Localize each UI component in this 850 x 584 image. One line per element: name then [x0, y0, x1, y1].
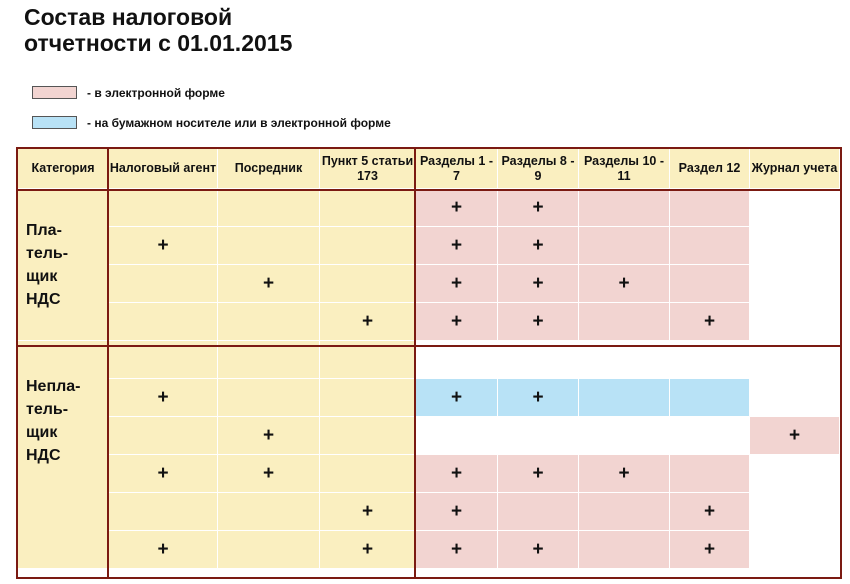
table-cell: +: [109, 379, 218, 417]
table-cell: [320, 227, 416, 265]
header-category: Категория: [18, 149, 109, 189]
legend-swatch-blue: [32, 116, 77, 129]
table-cell: [750, 531, 840, 569]
table-cell: [416, 341, 498, 379]
table-cell: [579, 531, 670, 569]
table-cell: [670, 265, 750, 303]
category-non-payer: [18, 341, 109, 569]
title-line-2: отчетности с 01.01.2015: [24, 30, 293, 56]
table-cell: [109, 341, 218, 379]
table-row: [18, 417, 840, 455]
table-cell: [579, 189, 670, 227]
table-cell: [670, 417, 750, 455]
category-line: НДС: [26, 290, 61, 308]
table-cell: [320, 417, 416, 455]
table-cell: +: [416, 265, 498, 303]
table-cell: [670, 227, 750, 265]
table-cell: [416, 417, 498, 455]
table-cell: [750, 227, 840, 265]
header-section-12: Раздел 12: [670, 149, 750, 189]
table-row: [18, 493, 840, 531]
table-cell: +: [670, 531, 750, 569]
table-cell: [579, 417, 670, 455]
table-cell: [320, 341, 416, 379]
table-cell: [218, 493, 320, 531]
header-journal: Журнал учета: [750, 149, 840, 189]
table-cell: +: [109, 531, 218, 569]
table-cell: [498, 493, 579, 531]
table-cell: +: [498, 455, 579, 493]
header-sections-1-7: Разделы 1 - 7: [416, 149, 498, 189]
table-cell: +: [498, 227, 579, 265]
table-cell: +: [218, 265, 320, 303]
table-row: [18, 189, 840, 227]
legend-electronic: [32, 85, 225, 100]
table-cell: +: [320, 493, 416, 531]
table-cell: +: [750, 417, 840, 455]
table-cell: [218, 227, 320, 265]
table-cell: [750, 265, 840, 303]
table-cell: +: [498, 265, 579, 303]
table-cell: [579, 227, 670, 265]
table-cell: +: [218, 417, 320, 455]
table-cell: +: [579, 265, 670, 303]
category-line: тель-: [26, 401, 69, 418]
table-cell: +: [416, 379, 498, 417]
page-title: [24, 4, 292, 56]
table-cell: [320, 379, 416, 417]
category-line: щик: [26, 424, 58, 441]
table-cell: +: [416, 303, 498, 341]
table-row: [18, 341, 840, 379]
table-cell: [670, 189, 750, 227]
table-cell: +: [416, 455, 498, 493]
table-cell: [750, 303, 840, 341]
title-line-1: Состав налоговой: [24, 4, 233, 30]
table-cell: +: [670, 303, 750, 341]
table-cell: [579, 303, 670, 341]
header-art173: Пункт 5 статьи 173: [320, 149, 416, 189]
category-payer: [18, 189, 109, 341]
table-cell: +: [320, 531, 416, 569]
table-row: [18, 531, 840, 569]
table-cell: [670, 341, 750, 379]
table-row: [18, 303, 840, 341]
table-cell: [670, 379, 750, 417]
table-cell: +: [109, 455, 218, 493]
table-cell: [109, 417, 218, 455]
header-intermediary: Посредник: [218, 149, 320, 189]
table-cell: +: [416, 189, 498, 227]
table-cell: [750, 455, 840, 493]
table-cell: [218, 189, 320, 227]
table-cell: +: [218, 455, 320, 493]
table-cell: [750, 189, 840, 227]
table-cell: [579, 493, 670, 531]
table-cell: [670, 455, 750, 493]
table-cell: [320, 189, 416, 227]
category-line: НДС: [26, 447, 61, 464]
category-line: щик: [26, 267, 58, 285]
legend-text: - в электронной форме: [87, 85, 225, 100]
table-row: [18, 455, 840, 493]
table-cell: [218, 379, 320, 417]
table-cell: [109, 303, 218, 341]
table-cell: +: [416, 227, 498, 265]
tax-report-table: [17, 148, 840, 569]
category-line: тель-: [26, 244, 69, 262]
table-cell: [218, 303, 320, 341]
table-cell: [109, 493, 218, 531]
table-cell: [320, 455, 416, 493]
table-cell: +: [416, 493, 498, 531]
table-cell: [109, 189, 218, 227]
table-cell: +: [498, 303, 579, 341]
header-tax-agent: Налоговый агент: [109, 149, 218, 189]
header-sections-10-11: Разделы 10 - 11: [579, 149, 670, 189]
table-row: [18, 379, 840, 417]
table-cell: +: [498, 189, 579, 227]
table-cell: [218, 341, 320, 379]
table-cell: +: [498, 531, 579, 569]
table-cell: +: [579, 455, 670, 493]
table-cell: [750, 379, 840, 417]
table-cell: +: [670, 493, 750, 531]
table-row: [18, 265, 840, 303]
table-cell: +: [416, 531, 498, 569]
header-row: [18, 149, 840, 189]
table-cell: [750, 341, 840, 379]
table-cell: +: [320, 303, 416, 341]
table-cell: [579, 379, 670, 417]
table-cell: +: [498, 379, 579, 417]
category-line: Пла-: [26, 221, 62, 239]
table-cell: [498, 417, 579, 455]
table-cell: [218, 531, 320, 569]
table-cell: [109, 265, 218, 303]
header-sections-8-9: Разделы 8 - 9: [498, 149, 579, 189]
legend-swatch-pink: [32, 86, 77, 99]
table-cell: [498, 341, 579, 379]
category-line: Непла-: [26, 378, 81, 395]
table-row: [18, 227, 840, 265]
table-cell: [750, 493, 840, 531]
table-cell: [579, 341, 670, 379]
legend-paper: [32, 115, 391, 130]
legend-text: - на бумажном носителе или в электронной форме: [87, 115, 391, 130]
table-cell: +: [109, 227, 218, 265]
table-cell: [320, 265, 416, 303]
